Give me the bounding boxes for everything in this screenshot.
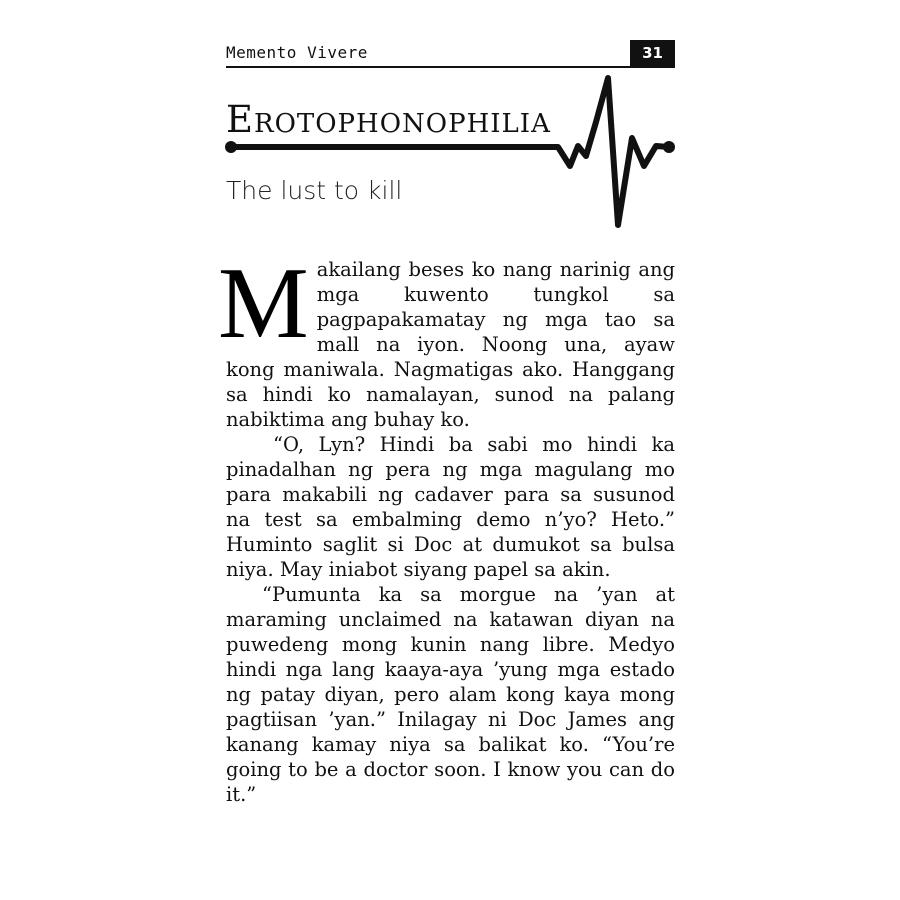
paragraph-1-text: akailang beses ko nang narinig ang mga kuwento tungkol sa pagpapakamatay ng mga tao sa mall na iyon. Noong una, ayaw kong maniwala. Nagmatigas ako. Hanggang sa hindi ko namalayan, sunod na palang nabiktima ang buhay ko. xyxy=(226,258,675,431)
body-text xyxy=(218,247,675,807)
page-number: 31 xyxy=(630,40,675,66)
chapter-subtitle: The lust to kill xyxy=(226,176,403,205)
paragraph-1 xyxy=(218,247,675,432)
paragraph-3: “Pumunta ka sa morgue na ’yan at maraming unclaimed na katawan diyan na puwedeng mong kunin nang libre. Medyo hindi nga lang kaaya-aya ’yung mga estado ng patay diyan, pero alam kong kaya mong pagtiisan ’yan.” Inilagay ni Doc James ang kanang kamay niya sa balikat ko. “You’re going to be a doctor soon. I know you can do it.” xyxy=(226,583,675,806)
heartbeat-line-icon xyxy=(220,70,680,235)
drop-cap: M xyxy=(218,247,309,360)
page-header xyxy=(226,40,675,68)
chapter-title: Erotophonophilia xyxy=(226,98,551,141)
paragraph-2: “O, Lyn? Hindi ba sabi mo hindi ka pinadalhan ng pera ng mga magulang mo para makabili ng cadaver para sa susunod na test sa embalming demo n’yo? Heto.” Huminto saglit si Doc at dumukot sa bulsa niya. May iniabot siyang papel sa akin. xyxy=(226,433,675,581)
running-title: Memento Vivere xyxy=(226,43,368,62)
